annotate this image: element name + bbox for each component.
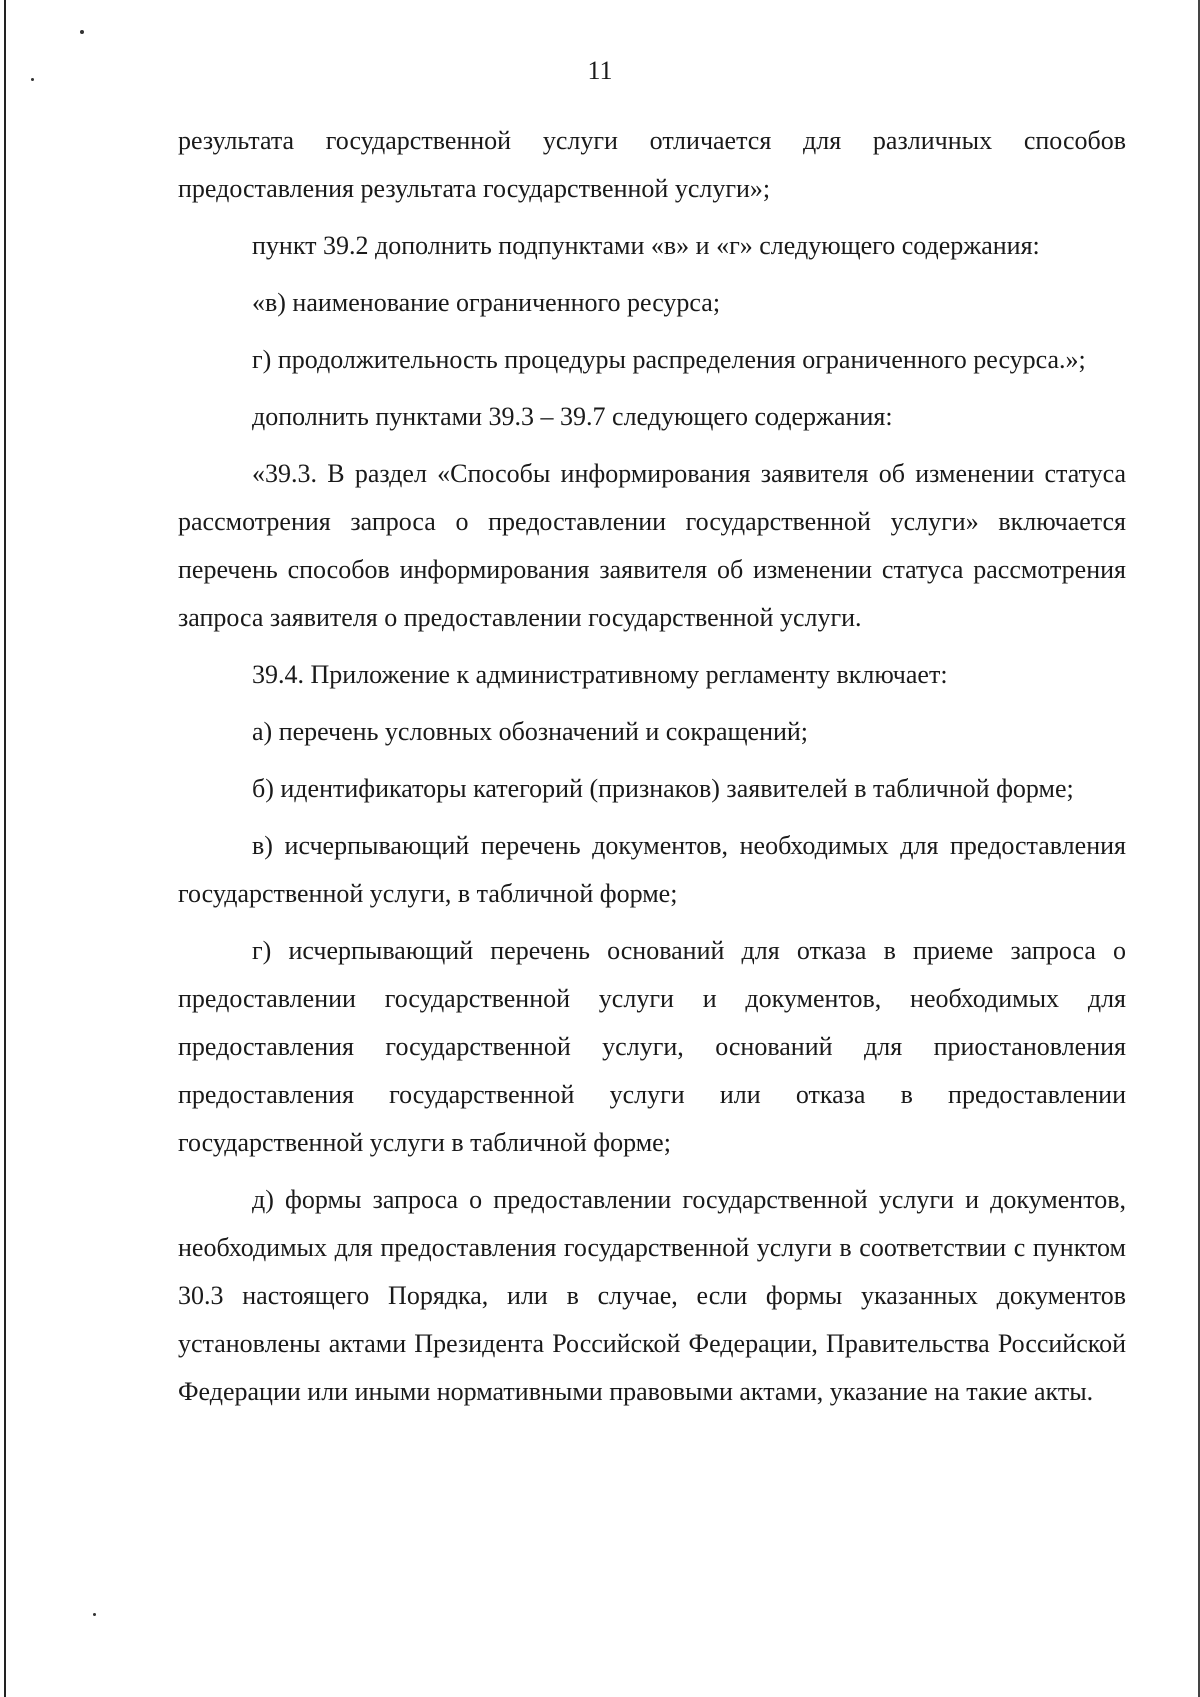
- paragraph: а) перечень условных обозначений и сокращений;: [252, 717, 809, 746]
- paragraph: «39.3. В раздел «Способы информирования заявителя об изменении статуса рассмотрения запроса о предоставлении государственной услуги» включается перечень способов информирования заявителя об изменении статуса рассмотрения запроса заявителя о предоставлении государственной услуги.: [178, 459, 1126, 632]
- paragraph: г) продолжительность процедуры распределения ограниченного ресурса.»;: [252, 345, 1086, 374]
- paragraph: в) исчерпывающий перечень документов, необходимых для предоставления государственной услуги, в табличной форме;: [178, 831, 1126, 908]
- paragraph: 39.4. Приложение к административному регламенту включает:: [252, 660, 948, 689]
- paragraph: «в) наименование ограниченного ресурса;: [252, 288, 721, 317]
- paragraph: результата государственной услуги отличается для различных способов предоставления результата государственной услуги»;: [178, 126, 1126, 203]
- paragraph: дополнить пунктами 39.3 – 39.7 следующего содержания:: [252, 402, 893, 431]
- page-number: 11: [587, 56, 613, 85]
- paragraph: пункт 39.2 дополнить подпунктами «в» и «г» следующего содержания:: [252, 231, 1040, 260]
- document-body: [178, 117, 1126, 1425]
- scan-speck: [93, 1613, 96, 1616]
- paragraph: б) идентификаторы категорий (признаков) заявителей в табличной форме;: [252, 774, 1074, 803]
- scan-left-border: [4, 0, 6, 1697]
- paragraph: г) исчерпывающий перечень оснований для отказа в приеме запроса о предоставлении государственной услуги и документов, необходимых для предоставления государственной услуги, оснований для приостановления предоставления государственной услуги или отказа в предоставлении государственной услуги в табличной форме;: [178, 936, 1126, 1157]
- scan-speck: [80, 30, 84, 34]
- paragraph: д) формы запроса о предоставлении государственной услуги и документов, необходимых для предоставления государственной услуги в соответствии с пунктом 30.3 настоящего Порядка, или в случае, если формы указанных документов установлены актами Президента Российской Федерации, Правительства Российской Федерации или иными нормативными правовыми актами, указание на такие акты.: [178, 1185, 1126, 1406]
